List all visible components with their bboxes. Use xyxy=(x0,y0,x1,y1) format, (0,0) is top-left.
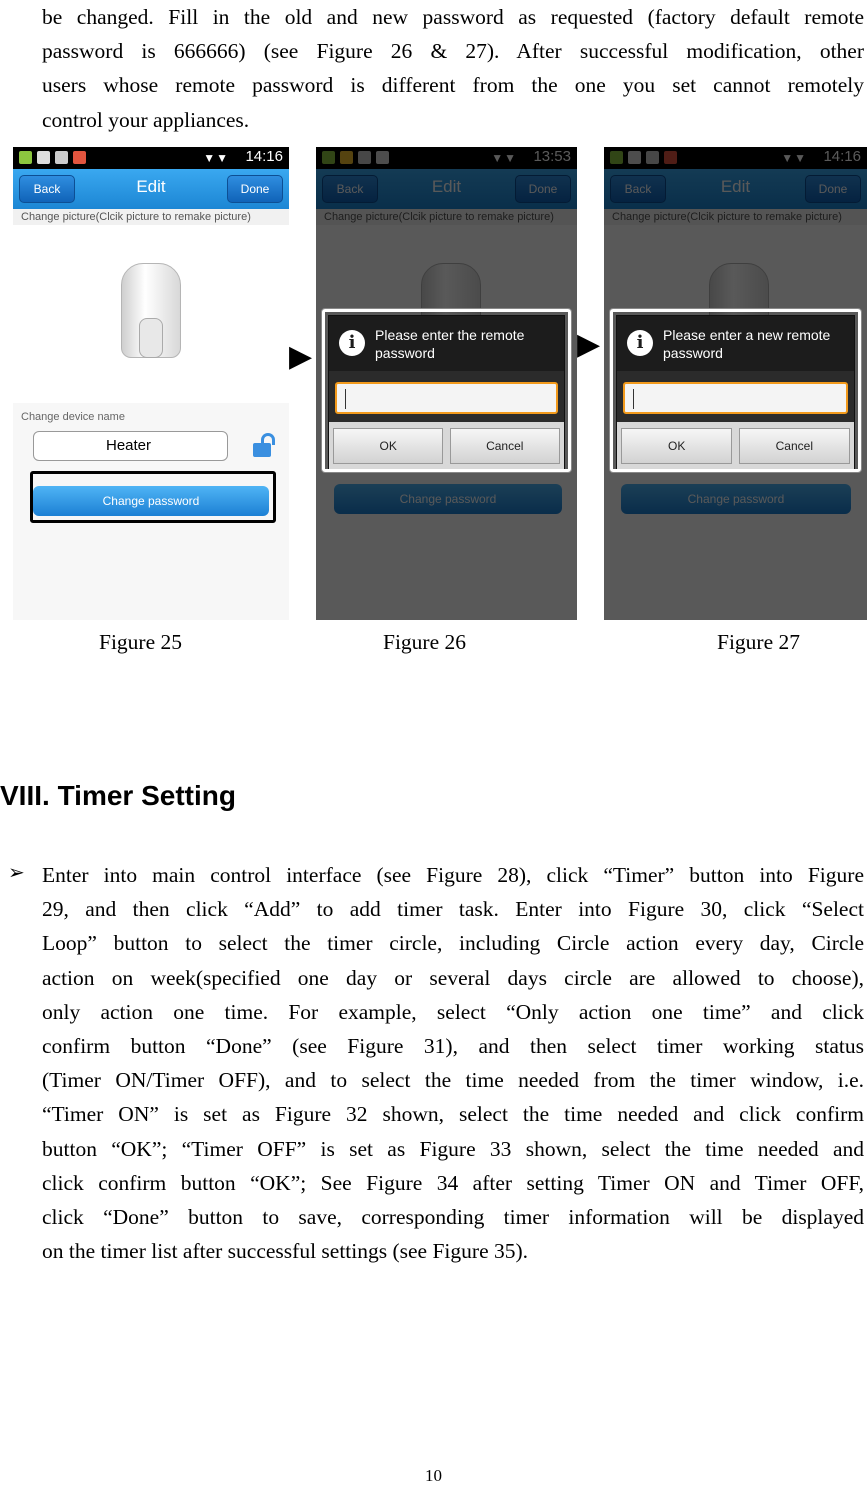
timer-line: click confirm button “OK”; See Figure 34 after setting Timer ON and Timer OFF, xyxy=(42,1170,864,1195)
arrow-right-icon: ▶ xyxy=(577,327,601,362)
intro-line: be changed. Fill in the old and new password as requested (factory default remote xyxy=(42,5,864,29)
timer-line: (Timer ON/Timer OFF), and to select the time needed from the timer window, i.e. xyxy=(42,1068,864,1093)
figure-27-screenshot xyxy=(604,147,867,620)
status-bar xyxy=(13,147,289,169)
info-icon: i xyxy=(339,330,365,356)
back-button[interactable]: Back xyxy=(19,175,75,203)
device-picture-area[interactable] xyxy=(13,225,289,403)
highlight-box xyxy=(610,309,861,472)
intro-line: users whose remote password is different from the one you set cannot remotely xyxy=(42,73,864,98)
section-heading: VIII. Timer Setting xyxy=(0,780,236,811)
timer-paragraph xyxy=(42,858,864,1268)
timer-line: on the timer list after successful settings (see Figure 35). xyxy=(42,1239,529,1264)
arrow-right-icon: ▶ xyxy=(289,339,313,374)
timer-line: confirm button “Done” (see Figure 31), and then select timer working status xyxy=(42,1034,864,1059)
gallery-icon xyxy=(55,151,68,164)
figure-caption: Figure 25 xyxy=(99,630,183,654)
device-name-input[interactable]: Heater xyxy=(33,431,228,461)
intro-line: password is 666666) (see Figure 26 & 27). After successful modification, other xyxy=(42,39,864,64)
dialog-title: Please enter the remote password xyxy=(329,316,564,371)
bullet-arrow-icon: ➢ xyxy=(8,860,25,884)
done-button[interactable]: Done xyxy=(227,175,283,203)
page-number: 10 xyxy=(425,1466,442,1485)
device-name-label: Change device name xyxy=(21,411,125,423)
heater-picture[interactable] xyxy=(121,263,181,363)
figure-caption: Figure 26 xyxy=(383,630,467,654)
timer-line: 29, and then click “Add” to add timer task. Enter into Figure 30, click “Select xyxy=(42,897,864,922)
cancel-button[interactable]: Cancel xyxy=(450,428,560,464)
cancel-button[interactable]: Cancel xyxy=(739,428,850,464)
figure-25-screenshot xyxy=(13,147,289,620)
app-icon xyxy=(73,151,86,164)
ok-button[interactable]: OK xyxy=(333,428,443,464)
unlock-icon[interactable] xyxy=(253,433,275,457)
timer-line: Loop” button to select the timer circle, including Circle action every day, Circle xyxy=(42,931,864,956)
timer-line: button “OK”; “Timer OFF” is set as Figure 33 shown, select the time needed and xyxy=(42,1136,864,1161)
timer-line: click “Done” button to save, corresponding timer information will be displayed xyxy=(42,1205,864,1230)
info-icon: i xyxy=(627,330,653,356)
change-password-button[interactable]: Change password xyxy=(33,486,269,516)
ok-button[interactable]: OK xyxy=(621,428,732,464)
timer-line: only action one time. For example, select “Only action one time” and click xyxy=(42,999,864,1024)
sim-icon xyxy=(37,151,50,164)
timer-line: action on week(specified one day or several days circle are allowed to choose), xyxy=(42,965,864,990)
figure-caption: Figure 27 xyxy=(717,630,801,654)
screen-title: Edit xyxy=(136,177,166,196)
app-icon xyxy=(19,151,32,164)
app-bar xyxy=(13,169,289,209)
intro-line: control your appliances. xyxy=(42,107,250,132)
dialog-title: Please enter a new remote password xyxy=(617,316,854,371)
status-time: 14:16 xyxy=(245,148,283,165)
timer-line: “Timer ON” is set as Figure 32 shown, select the time needed and click confirm xyxy=(42,1102,864,1127)
change-picture-hint[interactable]: Change picture(Clcik picture to remake picture) xyxy=(13,209,289,225)
intro-paragraph xyxy=(42,0,864,137)
highlight-box xyxy=(30,471,276,523)
highlight-box xyxy=(322,309,571,472)
signal-icon: ▼▼ xyxy=(203,151,229,165)
figure-26-screenshot xyxy=(316,147,577,620)
timer-line: Enter into main control interface (see Figure 28), click “Timer” button into Figure xyxy=(42,863,864,887)
